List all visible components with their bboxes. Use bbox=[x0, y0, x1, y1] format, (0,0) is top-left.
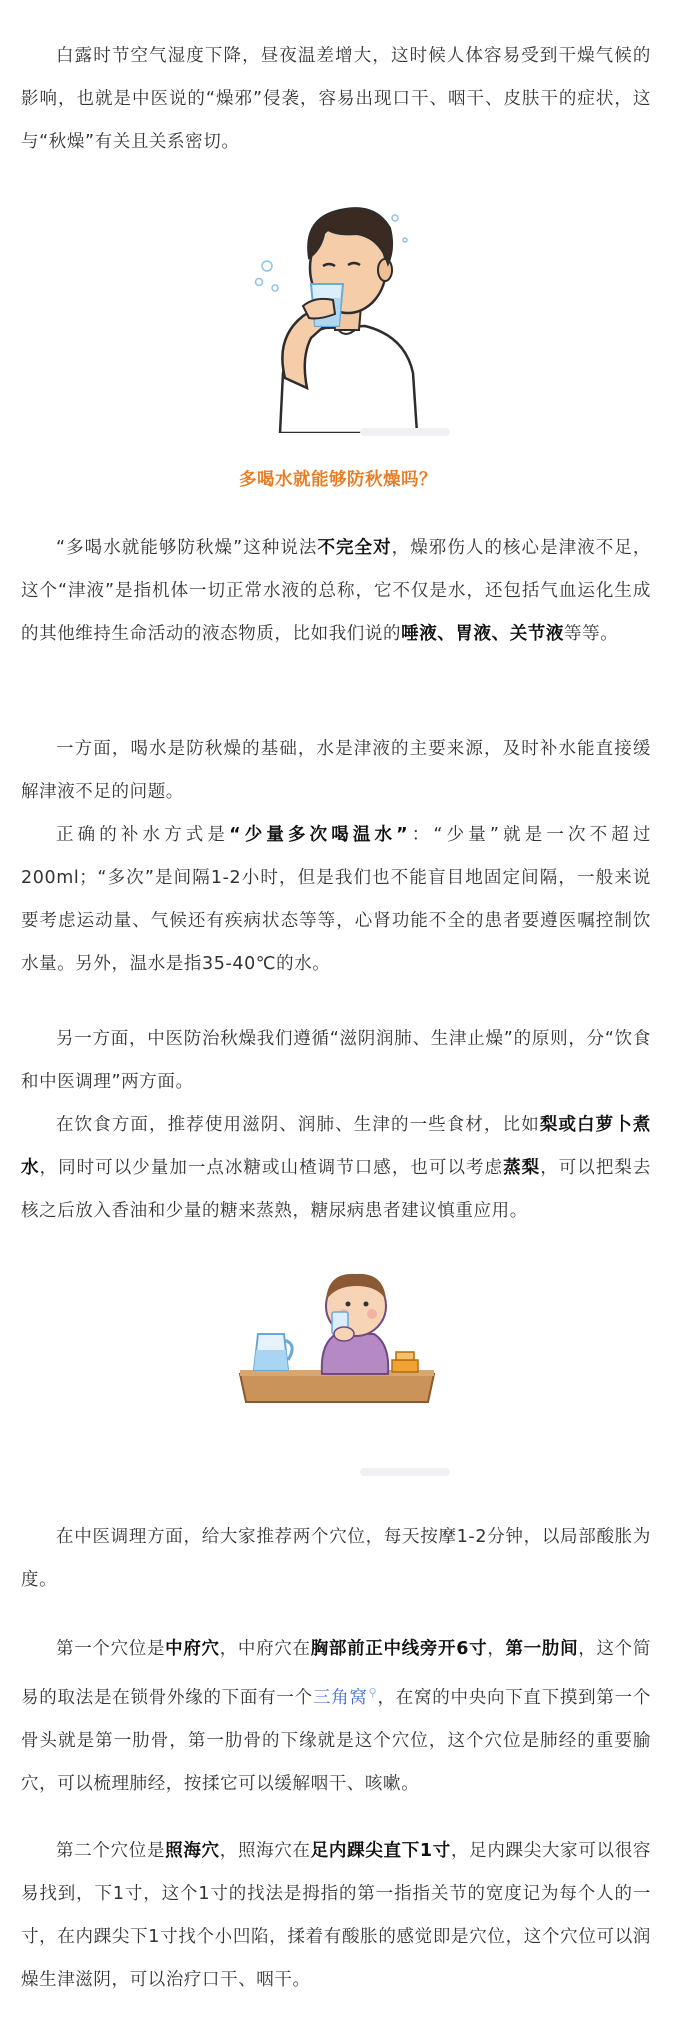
image-watermark bbox=[360, 1468, 450, 1476]
tcm-principle-paragraph: 另一方面，中医防治秋燥我们遵循“滋阴润肺、生津止燥”的原则，分“饮食和中医调理”两方面。 bbox=[21, 1029, 651, 1092]
man-drinking-water-illustration bbox=[245, 188, 435, 433]
keyword-link[interactable]: 三角窝⚲ bbox=[312, 1686, 378, 1708]
explanation-paragraph: “多喝水就能够防秋燥”这种说法不完全对，燥邪伤人的核心是津液不足，这个“津液”是指机体一切正常水液的总称，它不仅是水，还包括气血运化生成的其他维持生命活动的液态物质，比如我们说的唾液、胃液、关节液等等。 bbox=[21, 538, 651, 644]
zhongfu-point-paragraph: 第一个穴位是中府穴，中府穴在胸部前正中线旁开6寸，第一肋间，这个简易的取法是在锁骨外缘的下面有一个三角窝⚲，在窝的中央向下直下摸到第一个骨头就是第一肋骨，第一肋骨的下缘就是这个穴位，这个穴位是肺经的重要腧穴，可以梳理肺经，按揉它可以缓解咽干、咳嗽。 bbox=[21, 1639, 651, 1794]
section-heading: 多喝水就能够防秋燥吗？ bbox=[239, 470, 437, 490]
intro-paragraph: 白露时节空气湿度下降，昼夜温差增大，这时候人体容易受到干燥气候的影响，也就是中医说的“燥邪”侵袭，容易出现口干、咽干、皮肤干的症状，这与“秋燥”有关且关系密切。 bbox=[21, 46, 651, 152]
search-icon[interactable]: ⚲ bbox=[368, 1686, 378, 1699]
acupoint-intro-paragraph: 在中医调理方面，给大家推荐两个穴位，每天按摩1-2分钟，以局部酸胀为度。 bbox=[21, 1527, 651, 1590]
zhaohai-point-paragraph: 第二个穴位是照海穴，照海穴在足内踝尖直下1寸，足内踝尖大家可以很容易找到，下1寸，这个1寸的找法是拇指的第一指指关节的宽度记为每个人的一寸，在内踝尖下1寸找个小凹陷，揉着有酸胀的感觉即是穴位，这个穴位可以润燥生津滋阴，可以治疗口干、咽干。 bbox=[21, 1841, 652, 1990]
diet-paragraph: 在饮食方面，推荐使用滋阴、润肺、生津的一些食材，比如梨或白萝卜煮水，同时可以少量加一点冰糖或山楂调节口感，也可以考虑蒸梨，可以把梨去核之后放入香油和少量的糖来蒸熟，糖尿病患者建议慎重应用。 bbox=[21, 1115, 651, 1221]
water-basis-paragraph: 一方面，喝水是防秋燥的基础，水是津液的主要来源，及时补水能直接缓解津液不足的问题。 bbox=[21, 739, 651, 802]
hydration-method-paragraph: 正确的补水方式是“少量多次喝温水”：“少量”就是一次不超过200ml；“多次”是间隔1-2小时，但是我们也不能盲目地固定间隔，一般来说要考虑运动量、气候还有疾病状态等等，心肾功能不全的患者要遵医嘱控制饮水量。另外，温水是指35-40℃的水。 bbox=[21, 825, 651, 974]
image-watermark bbox=[360, 428, 450, 436]
child-drinking-water-illustration bbox=[232, 1262, 442, 1437]
